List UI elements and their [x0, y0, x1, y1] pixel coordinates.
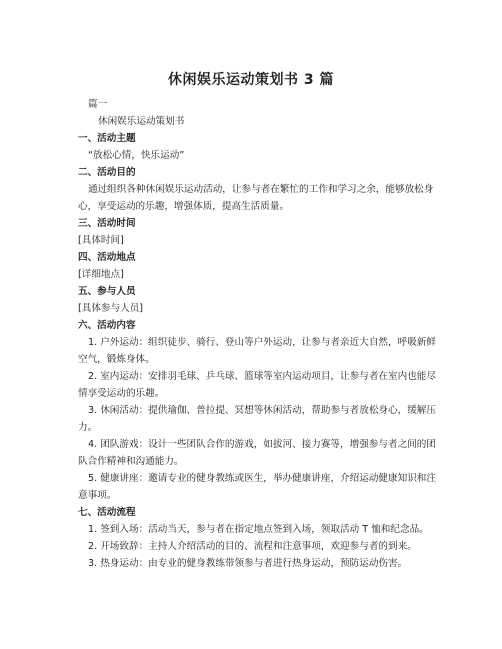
section-heading-process: 七、活动流程: [78, 507, 136, 518]
content-item: 3. 休闲活动：提供瑜伽、普拉提、冥想等休闲活动，帮助参与者放松身心，缓解压力。: [78, 405, 436, 433]
content-item: 1. 户外运动：组织徒步、骑行、登山等户外运动，让参与者亲近大自然，呼吸新鲜空气，锻炼身体。: [78, 337, 436, 365]
time-text: [具体时间]: [78, 235, 124, 246]
process-item: 2. 开场致辞：主持人介绍活动的目的、流程和注意事项，欢迎参与者的到来。: [88, 541, 417, 552]
document-title: 休闲娱乐运动策划书 3 篇: [168, 72, 334, 88]
purpose-text: 通过组织各种休闲娱乐运动活动，让参与者在繁忙的工作和学习之余，能够放松身心，享受运动的乐趣，增强体质，提高生活质量。: [78, 184, 434, 212]
section-heading-location: 四、活动地点: [78, 252, 136, 263]
section-heading-participants: 五、参与人员: [78, 286, 136, 297]
section-heading-time: 三、活动时间: [78, 218, 136, 229]
section-heading-theme: 一、活动主题: [78, 133, 136, 144]
section-heading-content: 六、活动内容: [78, 320, 136, 331]
process-item: 1. 签到入场：活动当天，参与者在指定地点签到入场，领取活动 T 恤和纪念品。: [88, 524, 429, 535]
document-subtitle: 休闲娱乐运动策划书: [98, 116, 185, 127]
content-item: 2. 室内运动：安排羽毛球、乒乓球、篮球等室内运动项目，让参与者在室内也能尽情享受运动的乐趣。: [78, 371, 436, 399]
process-item: 3. 热身运动：由专业的健身教练带领参与者进行热身运动，预防运动伤害。: [88, 558, 408, 569]
content-item: 4. 团队游戏：设计一些团队合作的游戏，如拔河、接力赛等，增强参与者之间的团队合作精神和沟通能力。: [78, 439, 436, 467]
section-heading-purpose: 二、活动目的: [78, 167, 136, 178]
content-item: 5. 健康讲座：邀请专业的健身教练或医生，举办健康讲座，介绍运动健康知识和注意事项。: [78, 473, 436, 501]
document-body: [78, 96, 436, 572]
theme-text: “放松心情，快乐运动”: [88, 150, 185, 161]
participants-text: [具体参与人员]: [78, 303, 144, 314]
part-label: 篇一: [88, 99, 108, 110]
location-text: [详细地点]: [78, 269, 124, 280]
